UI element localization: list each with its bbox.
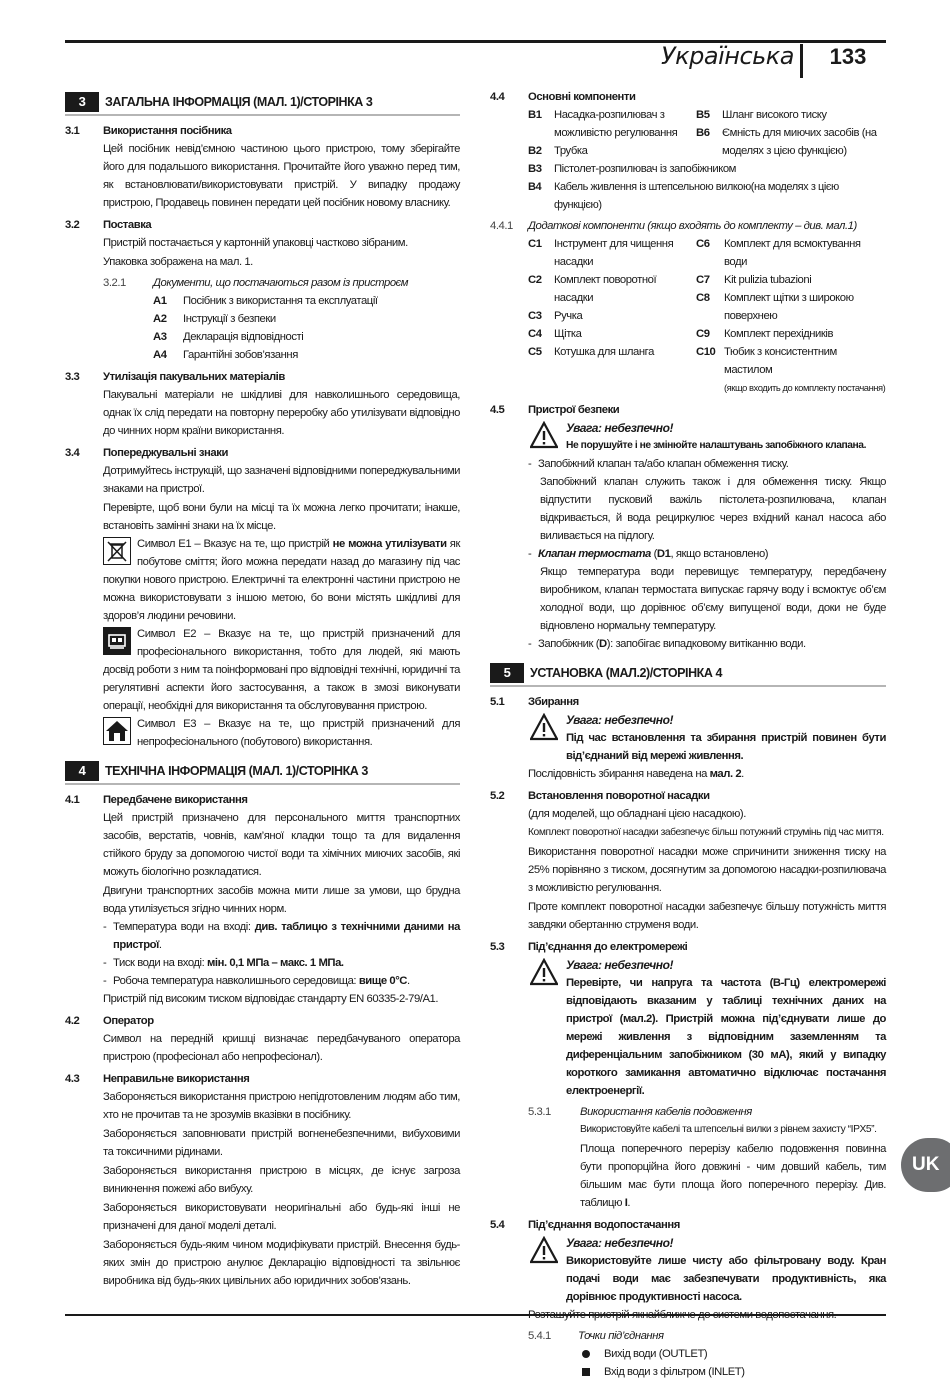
warning-text: Перевірте, чи напруга та частота (В-Гц) електромережі відповідають вказаним у таблиці технічних даних на пристрої (мал.2). Пристрій можна під’єднувати лише до мережі живлення з відповідним заземленням та диференціальним запобіжником (30 мА), який у випадку короткого замикання автоматично відключає постачання електроенергії. bbox=[566, 977, 886, 1097]
warning-block bbox=[490, 1234, 886, 1306]
language-tab: UK bbox=[901, 1138, 950, 1192]
paragraph: Цей посібник невід’ємною частиною цього пристрою, тому зберігайте його для подальшого використання. Прочитайте його уважно перед тим, як встановлювати/використовувати пристрій. У випадку продажу пристрою, Продавець повинен передати цей посібник новому власнику. bbox=[103, 143, 460, 209]
heading-4-2: 4.2 Оператор bbox=[65, 1015, 154, 1027]
paragraph: Якщо температура води перевищує температуру, передбачену виробником, клапан термостата випускає гарячу воду і всмоктує об’єм холодної води, що дорівнює об’єму випущеної води, доки не буде відновлено нормальну температуру. bbox=[540, 566, 886, 632]
component-item: C5 Котушка для шланга bbox=[528, 346, 654, 358]
list-item: Вихід води (OUTLET) bbox=[490, 1345, 886, 1363]
component-row bbox=[490, 160, 886, 178]
warning-title: Увага: небезпечно! bbox=[566, 713, 674, 727]
warning-text: Не порушуйте і не змінюйте налаштувань запобіжного клапана. bbox=[566, 440, 866, 451]
symbol-e1-row: Символ E1 – Вказує на те, що пристрій не можна утилізувати як побутове сміття; його можна передати назад до магазину під час покупки нового пристрою. Електричні та електронні частини пристрою не можна використовувати з іншою метою, бо вони містять шкідливі для здоров’я людини речовини. bbox=[103, 538, 460, 622]
paragraph: Послідовність збирання наведена на мал. 2. bbox=[528, 768, 744, 780]
component-item: B6 Ємність для миючих засобів (на моделях з цією функцією) bbox=[696, 127, 877, 157]
section-5-header bbox=[490, 661, 886, 687]
footer-rule bbox=[65, 1314, 886, 1316]
component-item: C4 Щітка bbox=[528, 328, 582, 340]
section-title: УСТАНОВКА (МАЛ.2)/СТОРІНКА 4 bbox=[530, 666, 722, 680]
heading-3-2: 3.2 Поставка bbox=[65, 219, 152, 231]
component-item: B3 Пістолет-розпилювач із запобіжником bbox=[528, 163, 736, 175]
component-item: C2 Комплект поворотної насадки bbox=[528, 274, 657, 304]
component-note: (якщо входить до комплекту постачання) bbox=[724, 382, 886, 393]
page-number: 133 bbox=[829, 44, 867, 69]
heading-3-1: 3.1 Використання посібника bbox=[65, 125, 232, 137]
professional-use-icon bbox=[103, 627, 131, 655]
list-item: A1 Посібник з використання та експлуатації bbox=[153, 295, 378, 307]
warning-icon bbox=[530, 1236, 558, 1264]
header-separator bbox=[800, 44, 803, 78]
component-item: C3 Ручка bbox=[528, 310, 583, 322]
section-title: ТЕХНІЧНА ІНФОРМАЦІЯ (МАЛ. 1)/СТОРІНКА 3 bbox=[105, 764, 368, 778]
paragraph: Пристрій постачається у картонній упаковці частково зібраним. bbox=[103, 237, 408, 249]
paragraph: Використання поворотної насадки може спричинити зниження тиску на 25% порівняно з тиском, досягнутим за допомогою насадки-розпилювача з можливістю регулювання. bbox=[528, 846, 886, 894]
list-item: A2 Інструкції з безпеки bbox=[153, 313, 276, 325]
component-item: C10 Тюбик з консистентним мастилом bbox=[696, 346, 837, 376]
paragraph: Цей пристрій призначено для персонального миття транспортних засобів, верстатів, човнів, кам’яної кладки тощо та для видалення стійкого бруду за допомогою чистої води та хімічних миючих засобів, які можуть біологічно розкладатися. bbox=[103, 812, 460, 878]
paragraph: Пакувальні матеріали не шкідливі для навколишнього середовища, однак їх слід передати на повторну переробку або утилізувати відповідно до чинних норм країни використання. bbox=[103, 389, 460, 437]
header-language: Українська bbox=[661, 42, 794, 70]
component-item: B4 Кабель живлення із штепсельною вилкою(на моделях з цією функцією) bbox=[528, 181, 839, 211]
heading-5-1: 5.1 Збирання bbox=[490, 696, 579, 708]
list-item: - Запобіжник (D): запобігає випадковому витіканню води. bbox=[490, 635, 886, 653]
paragraph: Двигуни транспортних засобів можна мити лише за умови, що брудна вода утилізується згідно чинних норм. bbox=[103, 885, 460, 915]
left-column bbox=[65, 88, 460, 1290]
component-item: C7 Kit pulizia tubazioni bbox=[696, 274, 812, 286]
crossed-bin-icon bbox=[103, 537, 131, 565]
list-item: - Робоча температура навколишнього середовища: вище 0°C. bbox=[65, 972, 460, 990]
component-item: B1 Насадка-розпилювач з можливістю регулювання bbox=[528, 109, 678, 139]
warning-icon bbox=[530, 958, 558, 986]
component-item: C6 Комплект для всмоктування води bbox=[696, 238, 861, 268]
documents-list bbox=[65, 292, 460, 364]
component-item: C1 Інструмент для чищення насадки bbox=[528, 238, 674, 268]
warning-icon bbox=[530, 421, 558, 449]
subheading-5-3-1: 5.3.1 Використання кабелів подовження bbox=[528, 1106, 752, 1118]
section-number: 3 bbox=[65, 92, 99, 112]
paragraph: Пристрій під високим тиском відповідає стандарту EN 60335-2-79/A1. bbox=[103, 993, 439, 1005]
list-item: - Запобіжний клапан та/або клапан обмеження тиску. bbox=[490, 455, 886, 473]
list-item: A4 Гарантійні зобов’язання bbox=[153, 349, 298, 361]
list-item: - Температура води на вході: див. таблицю з технічними даними на пристрої. bbox=[65, 918, 460, 954]
list-item: A3 Декларація відповідності bbox=[153, 331, 304, 343]
heading-3-4: 3.4 Попереджувальні знаки bbox=[65, 447, 228, 459]
section-number: 4 bbox=[65, 761, 99, 781]
section-3-header bbox=[65, 90, 460, 116]
symbol-e3-row: Символ E3 – Вказує на те, що пристрій призначений для непрофесіонального (побутового) використання. bbox=[65, 715, 460, 751]
warning-block bbox=[490, 956, 886, 1100]
subheading-5-4-1: 5.4.1 Точки під’єднання bbox=[528, 1330, 664, 1342]
optional-components bbox=[490, 235, 886, 397]
paragraph: Символ на передній кришці визначає передбачуваного оператора пристрою (професіонал або непрофесіонал). bbox=[103, 1033, 460, 1063]
component-row bbox=[490, 178, 886, 214]
home-use-icon bbox=[103, 717, 131, 745]
heading-5-3: 5.3 Під’єднання до електромережі bbox=[490, 941, 688, 953]
right-column bbox=[490, 88, 886, 1381]
paragraph: Дотримуйтесь інструкцій, що зазначені відповідними попереджувальними знаками на пристрої. bbox=[103, 465, 460, 495]
paragraph: Перевірте, щоб вони були на місці та їх можна легко прочитати; інакше, встановіть замінні знаки на їх місце. bbox=[103, 502, 460, 532]
heading-4-4: 4.4 Основні компоненти bbox=[490, 91, 636, 103]
subheading-4-4-1: 4.4.1 Додаткові компоненти (якщо входять до комплекту – див. мал.1) bbox=[490, 220, 857, 232]
component-item: C9 Комплект перехідників bbox=[696, 328, 834, 340]
paragraph: Комплект поворотної насадки забезпечує більш потужний струмінь під час миття. bbox=[528, 827, 884, 838]
heading-4-3: 4.3 Неправильне використання bbox=[65, 1073, 250, 1085]
warning-title: Увага: небезпечно! bbox=[566, 958, 674, 972]
section-number: 5 bbox=[490, 663, 524, 683]
paragraph: Використовуйте кабелі та штепсельні вилки з рівнем захисту “IPX5”. bbox=[580, 1124, 877, 1135]
warning-block bbox=[490, 419, 886, 455]
section-4-header bbox=[65, 759, 460, 785]
component-item: C8 Комплект щітки з широкою поверхнею bbox=[696, 292, 854, 322]
paragraph: Упаковка зображена на мал. 1. bbox=[103, 256, 253, 268]
list-item: Вхід води з фільтром (INLET) bbox=[490, 1363, 886, 1381]
paragraph: Проте комплект поворотної насадки забезпечує більшу потужність миття завдяки обертанню струменя води. bbox=[528, 901, 886, 931]
warning-icon bbox=[530, 713, 558, 741]
paragraph: Площа поперечного перерізу кабелю подовження повинна бути пропорційна його довжині - чим довший кабель, тим більшим має бути площа його поперечного перерізу. Див. таблицю I. bbox=[580, 1143, 886, 1209]
main-components bbox=[490, 106, 886, 160]
heading-4-5: 4.5 Пристрої безпеки bbox=[490, 404, 620, 416]
warning-text: Використовуйте лише чисту або фільтровану воду. Кран подачі води має забезпечувати продуктивність, яка дорівнює продуктивності насоса. bbox=[566, 1255, 886, 1303]
warning-title: Увага: небезпечно! bbox=[566, 1236, 674, 1250]
square-bullet-icon bbox=[582, 1368, 590, 1376]
paragraph: Забороняється використання пристрою непідготовленим людям або тим, хто не прочитав та не зрозумів вказівки в посібнику. bbox=[103, 1091, 460, 1121]
paragraph: Забороняється заповнювати пристрій вогненебезпечними, вибуховими та токсичними рідинами. bbox=[103, 1128, 460, 1158]
warning-block bbox=[490, 711, 886, 765]
section-title: ЗАГАЛЬНА ІНФОРМАЦІЯ (МАЛ. 1)/СТОРІНКА 3 bbox=[105, 95, 373, 109]
paragraph: Запобіжний клапан служить також і для обмеження тиску. Якщо відпустити пусковий важіль пістолета-розпилювача, клапан відкривається, й вода рециркулює через вхідний канал насоса або виливається на підлогу. bbox=[540, 476, 886, 542]
heading-3-3: 3.3 Утилізація пакувальних матеріалів bbox=[65, 371, 285, 383]
list-item: - Клапан термостата (D1, якщо встановлено) bbox=[490, 545, 886, 563]
paragraph: Забороняється використовувати неоригінальні або будь-які інші не призначені для даної моделі деталі. bbox=[103, 1202, 460, 1232]
heading-4-1: 4.1 Передбачене використання bbox=[65, 794, 248, 806]
warning-text: Під час встановлення та збирання пристрій повинен бути від’єднаний від мережі живлення. bbox=[566, 732, 886, 762]
heading-5-2: 5.2 Встановлення поворотної насадки bbox=[490, 790, 710, 802]
list-item: - Тиск води на вході: мін. 0,1 МПа – макс. 1 МПа. bbox=[65, 954, 460, 972]
component-item: B5 Шланг високого тиску bbox=[696, 109, 827, 121]
component-item: B2 Трубка bbox=[528, 145, 588, 157]
symbol-e2-row: Символ E2 – Вказує на те, що пристрій призначений для професіонального використання, тобто для людей, які мають досвід роботи з ним та поінформовані про відповідні технічні, юридичні та регулятивні аспекти його застосування, а також в змозі виконувати операції, необхідні для використання та обслуговування пристрою. bbox=[103, 628, 460, 712]
circle-bullet-icon bbox=[582, 1350, 590, 1358]
subheading-3-2-1: 3.2.1 Документи, що постачаються разом із пристроєм bbox=[103, 277, 409, 289]
paragraph: Забороняється будь-яким чином модифікувати пристрій. Внесення будь-яких змін до пристрою анулює Декларацію відповідності та звільнює виробника від будь-яких цивільних або юридичних зобов’язань. bbox=[103, 1239, 460, 1287]
heading-5-4: 5.4 Під’єднання водопостачання bbox=[490, 1219, 680, 1231]
warning-title: Увага: небезпечно! bbox=[566, 421, 674, 435]
paragraph: (для моделей, що обладнані цією насадкою). bbox=[528, 808, 746, 820]
paragraph: Забороняється використання пристрою в місцях, де існує загроза виникнення пожежі або вибуху. bbox=[103, 1165, 460, 1195]
